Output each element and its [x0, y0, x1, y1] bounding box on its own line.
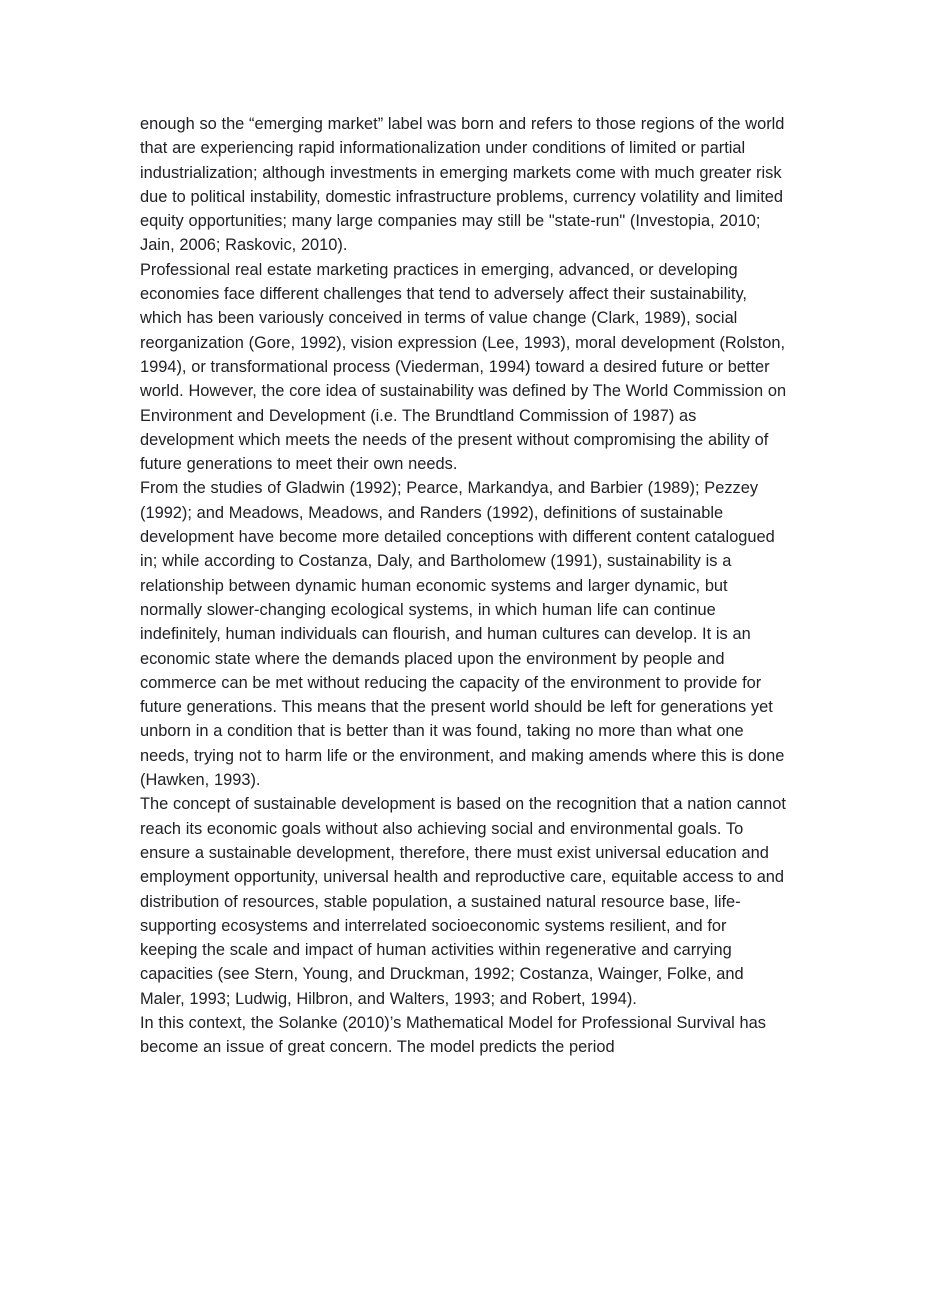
paragraph-solanke-model: In this context, the Solanke (2010)’s Mathematical Model for Professional Survival has become an issue of great concern. The model predicts the period	[140, 1013, 766, 1057]
document-page	[140, 112, 788, 1060]
paragraph-sustainable-development-definitions: From the studies of Gladwin (1992); Pearce, Markandya, and Barbier (1989); Pezzey (1992); and Meadows, Meadows, and Randers (1992), definitions of sustainable development have become more detailed conceptions with different content catalogued in; while according to Costanza, Daly, and Bartholomew (1991), sustainability is a relationship between dynamic human economic systems and larger dynamic, but normally slower-changing ecological systems, in which human life can continue indefinitely, human individuals can flourish, and human cultures can develop. It is an economic state where the demands placed upon the environment by people and commerce can be met without reducing the capacity of the environment to provide for future generations. This means that the present world should be left for generations yet unborn in a condition that is better than it was found, taking no more than what one needs, trying not to harm life or the environment, and making amends where this is done (Hawken, 1993).	[140, 479, 785, 790]
paragraph-sustainable-development-concept: The concept of sustainable development is based on the recognition that a nation cannot reach its economic goals without also achieving social and environmental goals. To ensure a sustainable development, therefore, there must exist universal education and employment opportunity, universal health and reproductive care, equitable access to and distribution of resources, stable population, a sustained natural resource base, life-supporting ecosystems and interrelated socioeconomic systems resilient, and for keeping the scale and impact of human activities within regenerative and carrying capacities (see Stern, Young, and Druckman, 1992; Costanza, Wainger, Folke, and Maler, 1993; Ludwig, Hilbron, and Walters, 1993; and Robert, 1994).	[140, 795, 786, 1008]
paragraph-real-estate-sustainability: Professional real estate marketing practices in emerging, advanced, or developing economies face different challenges that tend to adversely affect their sustainability, which has been variously conceived in terms of value change (Clark, 1989), social reorganization (Gore, 1992), vision expression (Lee, 1993), moral development (Rolston, 1994), or transformational process (Viederman, 1994) toward a desired future or better world. However, the core idea of sustainability was defined by The World Commission on Environment and Development (i.e. The Brundtland Commission of 1987) as development which meets the needs of the present without compromising the ability of future generations to meet their own needs.	[140, 260, 787, 474]
paragraph-emerging-market: enough so the “emerging market” label was born and refers to those regions of the world that are experiencing rapid informationalization under conditions of limited or partial industrialization; although investments in emerging markets come with much greater risk due to political instability, domestic infrastructure problems, currency volatility and limited equity opportunities; many large companies may still be "state-run" (Investopia, 2010; Jain, 2006; Raskovic, 2010).	[140, 115, 785, 255]
